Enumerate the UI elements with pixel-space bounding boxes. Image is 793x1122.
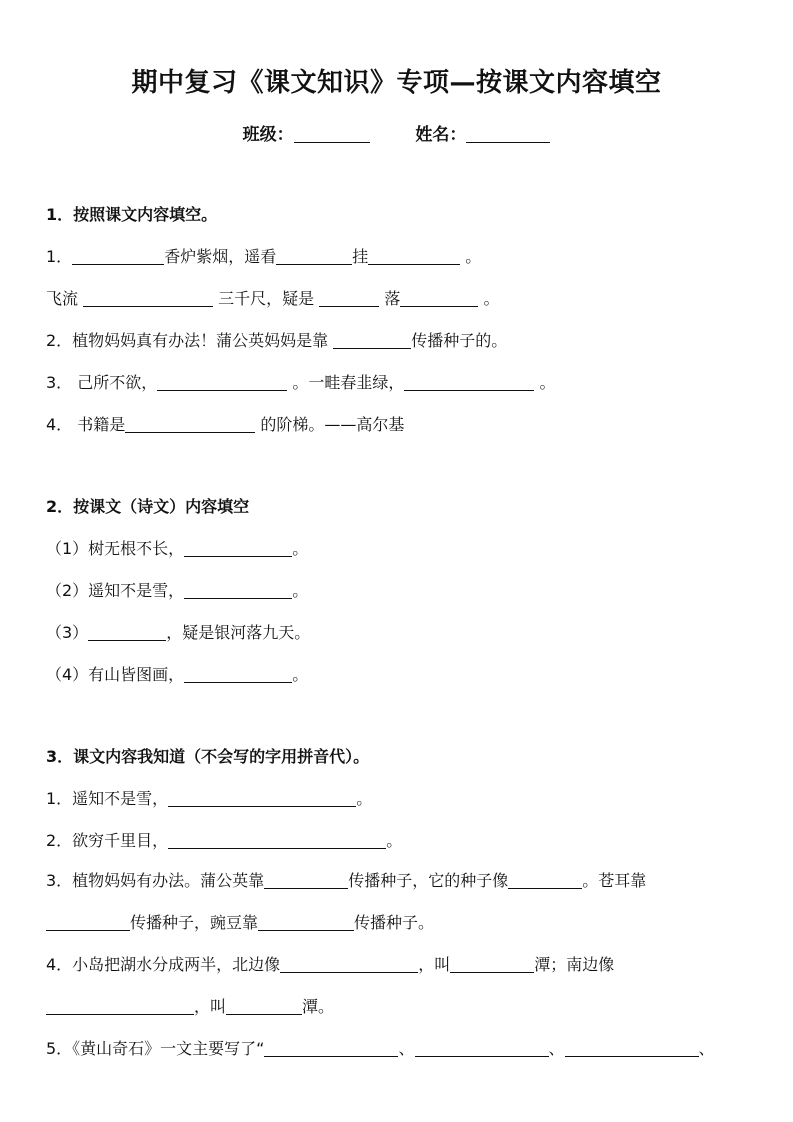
answer-blank[interactable] [565, 1040, 699, 1057]
answer-blank[interactable] [184, 666, 292, 683]
answer-blank[interactable] [319, 290, 379, 307]
answer-blank[interactable] [264, 1040, 398, 1057]
s3-question-1 [46, 788, 753, 810]
answer-blank[interactable] [125, 416, 255, 433]
class-label: 班级： [242, 125, 294, 145]
q-text: 1．遥知不是雪， [46, 789, 169, 808]
answer-blank[interactable] [168, 790, 356, 807]
answer-blank[interactable] [508, 872, 582, 889]
q-text: 4．小岛把湖水分成两半，北边像 [46, 955, 281, 974]
section-1-heading: 1．按照课文内容填空。 [46, 205, 218, 224]
answer-blank[interactable] [72, 248, 164, 265]
s2-question-4 [46, 664, 753, 686]
s1-question-2 [46, 330, 753, 352]
s2-question-3 [46, 622, 753, 644]
q-text: ，叫 [194, 997, 227, 1016]
q-text: （3） [46, 623, 89, 642]
s1-question-1-cont [46, 288, 753, 310]
q-text: 落 [379, 289, 401, 308]
q-text: 。 [292, 665, 309, 684]
q-text: （1）树无根不长， [46, 539, 185, 558]
name-blank[interactable] [466, 126, 550, 143]
q-text: 飞流 [46, 289, 84, 308]
q-text: 。 [460, 247, 482, 266]
q-text: 传播种子的。 [411, 331, 508, 350]
s1-question-1 [46, 246, 753, 268]
q-text: 、 [698, 1039, 715, 1058]
answer-blank[interactable] [46, 914, 130, 931]
s3-question-3-cont [46, 912, 753, 934]
answer-blank[interactable] [276, 248, 352, 265]
answer-blank[interactable] [88, 624, 166, 641]
q-text: 。一畦春韭绿， [287, 373, 405, 392]
q-text: 、 [548, 1039, 565, 1058]
s3-question-4-cont [46, 996, 753, 1018]
q-text: 2．欲穷千里目， [46, 831, 169, 850]
q-text: 。 [292, 539, 309, 558]
q-text: 3．植物妈妈有办法。蒲公英靠 [46, 871, 265, 890]
s3-question-2 [46, 830, 753, 852]
q-text: 、 [398, 1039, 415, 1058]
s3-question-4 [46, 954, 753, 976]
q-text: 。 [356, 789, 373, 808]
q-text: （4）有山皆图画， [46, 665, 185, 684]
answer-blank[interactable] [226, 998, 302, 1015]
student-info [0, 120, 793, 145]
name-label: 姓名： [415, 125, 467, 145]
q-text: 。 [534, 373, 556, 392]
q-text: 传播种子，豌豆靠 [130, 913, 259, 932]
q-text: 。 [386, 831, 403, 850]
page-title: 期中复习《课文知识》专项—按课文内容填空 [131, 68, 662, 98]
s1-question-3 [46, 372, 753, 394]
answer-blank[interactable] [400, 290, 478, 307]
answer-blank[interactable] [184, 540, 292, 557]
answer-blank[interactable] [450, 956, 534, 973]
s3-question-3 [46, 870, 753, 892]
q-number: 1． [46, 247, 73, 266]
answer-blank[interactable] [83, 290, 213, 307]
answer-blank[interactable] [157, 374, 287, 391]
q-text: （2）遥知不是雪， [46, 581, 185, 600]
q-text: 传播种子。 [354, 913, 435, 932]
answer-blank[interactable] [258, 914, 354, 931]
class-blank[interactable] [294, 126, 370, 143]
q-text: 潭。 [302, 997, 335, 1016]
answer-blank[interactable] [184, 582, 292, 599]
q-text: 4． 书籍是 [46, 415, 126, 434]
q-text: ，叫 [418, 955, 451, 974]
s2-question-2 [46, 580, 753, 602]
q-text: 传播种子，它的种子像 [348, 871, 509, 890]
q-text: 的阶梯。——高尔基 [255, 415, 405, 434]
q-text: 三千尺，疑是 [213, 289, 320, 308]
q-text: 2．植物妈妈真有办法！蒲公英妈妈是靠 [46, 331, 334, 350]
answer-blank[interactable] [368, 248, 460, 265]
q-text: 3． 己所不欲， [46, 373, 158, 392]
section-3-heading: 3．课文内容我知道（不会写的字用拼音代）。 [46, 747, 370, 766]
q-text: 。苍耳靠 [582, 871, 647, 890]
answer-blank[interactable] [415, 1040, 549, 1057]
answer-blank[interactable] [280, 956, 418, 973]
q-text: 挂 [352, 247, 369, 266]
answer-blank[interactable] [168, 832, 386, 849]
section-2-heading: 2．按课文（诗文）内容填空 [46, 497, 250, 516]
q-text: 香炉紫烟，遥看 [164, 247, 277, 266]
s1-question-4 [46, 414, 753, 436]
answer-blank[interactable] [333, 332, 411, 349]
q-text: ，疑是银河落九天。 [166, 623, 311, 642]
q-text: 5．《黄山奇石》一文主要写了“ [46, 1039, 265, 1058]
s3-question-5 [46, 1038, 753, 1060]
q-text: 。 [478, 289, 500, 308]
answer-blank[interactable] [404, 374, 534, 391]
answer-blank[interactable] [264, 872, 348, 889]
answer-blank[interactable] [46, 998, 194, 1015]
q-text: 。 [292, 581, 309, 600]
q-text: 潭；南边像 [534, 955, 615, 974]
s2-question-1 [46, 538, 753, 560]
